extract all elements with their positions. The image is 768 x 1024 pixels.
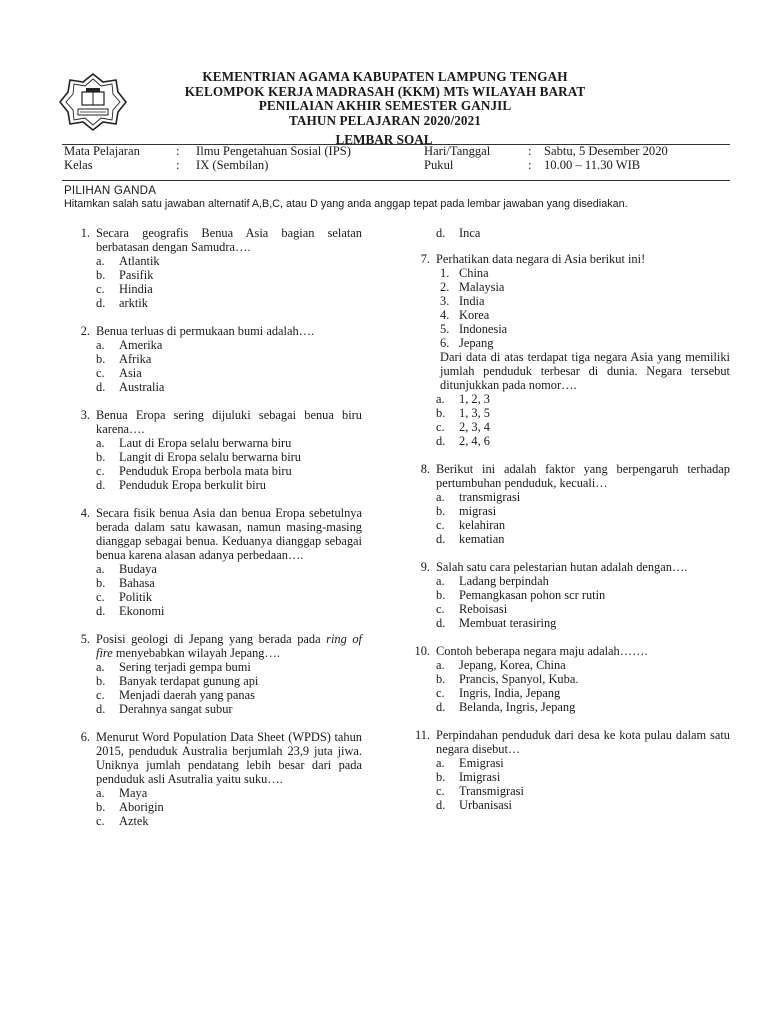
option-b[interactable] bbox=[96, 268, 362, 282]
option-text: Amerika bbox=[119, 338, 163, 352]
option-d[interactable] bbox=[436, 798, 730, 812]
option-text: Jepang, Korea, China bbox=[459, 658, 566, 672]
option-c[interactable] bbox=[436, 784, 730, 798]
option-letter: a. bbox=[436, 658, 445, 672]
question-6-continued bbox=[412, 226, 730, 240]
list-item bbox=[440, 322, 730, 336]
document-header bbox=[140, 70, 630, 128]
ministry-logo-icon bbox=[58, 72, 128, 132]
option-letter: c. bbox=[436, 518, 445, 532]
option-text: Laut di Eropa selalu berwarna biru bbox=[119, 436, 292, 450]
option-a[interactable] bbox=[96, 562, 362, 576]
option-letter: c. bbox=[96, 590, 105, 604]
option-letter: d. bbox=[96, 702, 106, 716]
option-text: Ekonomi bbox=[119, 604, 165, 618]
option-letter: d. bbox=[96, 604, 106, 618]
option-text: Prancis, Spanyol, Kuba. bbox=[459, 672, 579, 686]
option-letter: b. bbox=[96, 268, 106, 282]
question-1 bbox=[72, 226, 362, 310]
option-letter: d. bbox=[436, 700, 446, 714]
page-title: LEMBAR SOAL bbox=[335, 132, 433, 147]
subject-colon: : bbox=[176, 144, 180, 158]
class-colon: : bbox=[176, 158, 180, 172]
option-text: arktik bbox=[119, 296, 148, 310]
section-title: PILIHAN GANDA bbox=[64, 184, 157, 197]
list-number: 4. bbox=[440, 308, 450, 322]
list-number: 3. bbox=[440, 294, 450, 308]
option-a[interactable] bbox=[436, 756, 730, 770]
question-number: 6. bbox=[80, 730, 90, 744]
option-text: Sering terjadi gempa bumi bbox=[119, 660, 251, 674]
question-text: Salah satu cara pelestarian hutan adalah dengan…. bbox=[436, 560, 688, 574]
option-letter: c. bbox=[96, 464, 105, 478]
option-letter: c. bbox=[436, 784, 445, 798]
option-d[interactable] bbox=[96, 604, 362, 618]
question-number: 9. bbox=[420, 560, 430, 574]
question-text: Secara fisik benua Asia dan benua Eropa sebetulnya berada dalam satu kawasan, namun masing-masing dianggap sebagai benua. Keduanya dianggap sebagai benua karena alasan adanya perbedaan…. bbox=[96, 506, 362, 562]
option-letter: b. bbox=[96, 352, 106, 366]
option-text: Pemangkasan pohon scr rutin bbox=[459, 588, 606, 602]
option-text: Hindia bbox=[119, 282, 153, 296]
question-text: Perpindahan penduduk dari desa ke kota pulau dalam satu negara disebut… bbox=[436, 728, 730, 756]
subject-label: Mata Pelajaran bbox=[64, 144, 140, 158]
option-c[interactable] bbox=[96, 464, 362, 478]
header-line-year: TAHUN PELAJARAN 2020/2021 bbox=[288, 112, 481, 128]
option-letter: b. bbox=[436, 672, 446, 686]
option-text: Maya bbox=[119, 786, 148, 800]
option-c[interactable] bbox=[436, 602, 730, 616]
option-b[interactable] bbox=[436, 504, 730, 518]
question-text: Perhatikan data negara di Asia berikut ini! bbox=[436, 252, 646, 266]
option-letter: d. bbox=[96, 296, 106, 310]
option-letter: a. bbox=[96, 436, 105, 450]
option-text: Membuat terasiring bbox=[459, 616, 557, 630]
option-text: Menjadi daerah yang panas bbox=[119, 688, 255, 702]
option-text: kelahiran bbox=[459, 518, 506, 532]
option-text: Ingris, India, Jepang bbox=[459, 686, 561, 700]
option-b[interactable] bbox=[436, 770, 730, 784]
option-text: Langit di Eropa selalu berwarna biru bbox=[119, 450, 302, 464]
option-letter: a. bbox=[436, 490, 445, 504]
day-colon: : bbox=[528, 144, 532, 158]
option-text: Inca bbox=[459, 226, 481, 240]
question-number: 4. bbox=[80, 506, 90, 520]
question-text: Secara geografis Benua Asia bagian selatan berbatasan dengan Samudra…. bbox=[96, 226, 362, 254]
time-colon: : bbox=[528, 158, 532, 172]
list-text: Indonesia bbox=[459, 322, 508, 336]
list-text: India bbox=[459, 294, 485, 308]
option-letter: c. bbox=[436, 420, 445, 434]
option-letter: c. bbox=[96, 814, 105, 828]
option-c[interactable] bbox=[96, 366, 362, 380]
list-item bbox=[440, 336, 730, 350]
option-b[interactable] bbox=[96, 450, 362, 464]
option-letter: a. bbox=[96, 562, 105, 576]
question-number: 7. bbox=[420, 252, 430, 266]
question-3 bbox=[72, 408, 362, 492]
option-letter: b. bbox=[436, 588, 446, 602]
option-text: 1, 2, 3 bbox=[459, 392, 490, 406]
option-d[interactable] bbox=[436, 434, 730, 448]
option-letter: b. bbox=[96, 576, 106, 590]
list-item bbox=[440, 308, 730, 322]
question-paragraph: Dari data di atas terdapat tiga negara Asia yang memiliki jumlah penduduk terbesar di dunia. Negara tersebut ditunjukkan pada nomor…. bbox=[440, 350, 730, 392]
option-letter: a. bbox=[436, 756, 445, 770]
option-text: Asia bbox=[119, 366, 142, 380]
option-letter: c. bbox=[436, 602, 445, 616]
question-text: Benua Eropa sering dijuluki sebagai benua biru karena…. bbox=[96, 408, 362, 436]
option-text: Reboisasi bbox=[459, 602, 508, 616]
option-c[interactable] bbox=[96, 814, 362, 828]
option-letter: d. bbox=[436, 226, 446, 240]
option-letter: d. bbox=[436, 532, 446, 546]
option-text: Ladang berpindah bbox=[459, 574, 549, 588]
question-6 bbox=[72, 730, 362, 828]
option-text: Bahasa bbox=[119, 576, 155, 590]
day-label: Hari/Tanggal bbox=[424, 144, 491, 158]
list-text: China bbox=[459, 266, 489, 280]
option-text: Budaya bbox=[119, 562, 157, 576]
header-line-exam: PENILAIAN AKHIR SEMESTER GANJIL bbox=[258, 98, 512, 114]
option-b[interactable] bbox=[436, 588, 730, 602]
option-text: Belanda, Ingris, Jepang bbox=[459, 700, 576, 714]
option-text: Banyak terdapat gunung api bbox=[119, 674, 259, 688]
option-a[interactable] bbox=[96, 254, 362, 268]
option-c[interactable] bbox=[436, 420, 730, 434]
option-text: Politik bbox=[119, 590, 153, 604]
option-text: Emigrasi bbox=[459, 756, 504, 770]
option-a[interactable] bbox=[96, 660, 362, 674]
option-text: Penduduk Eropa berkulit biru bbox=[119, 478, 266, 492]
option-d[interactable] bbox=[96, 296, 362, 310]
option-text: Derahnya sangat subur bbox=[119, 702, 233, 716]
list-number: 2. bbox=[440, 280, 450, 294]
option-text: Transmigrasi bbox=[459, 784, 524, 798]
question-text: Contoh beberapa negara maju adalah……. bbox=[436, 644, 648, 658]
option-letter: b. bbox=[96, 450, 106, 464]
time-value: 10.00 – 11.30 WIB bbox=[544, 158, 641, 172]
question-2 bbox=[72, 324, 362, 394]
option-letter: c. bbox=[96, 282, 105, 296]
option-letter: c. bbox=[436, 686, 445, 700]
list-text: Jepang bbox=[459, 336, 494, 350]
class-label: Kelas bbox=[64, 158, 93, 172]
option-b[interactable] bbox=[96, 352, 362, 366]
option-letter: c. bbox=[96, 366, 105, 380]
class-value: IX (Sembilan) bbox=[196, 158, 269, 172]
day-value: Sabtu, 5 Desember 2020 bbox=[544, 144, 668, 158]
option-a[interactable] bbox=[96, 436, 362, 450]
option-text: Pasifik bbox=[119, 268, 154, 282]
section-instruction: Hitamkan salah satu jawaban alternatif A,B,C, atau D yang anda anggap tepat pada lembar jawaban yang disediakan. bbox=[64, 198, 628, 210]
option-d[interactable] bbox=[436, 532, 730, 546]
list-text: Korea bbox=[459, 308, 490, 322]
option-b[interactable] bbox=[436, 406, 730, 420]
option-letter: b. bbox=[96, 674, 106, 688]
question-4 bbox=[72, 506, 362, 618]
question-text-part: Posisi geologi di Jepang yang berada pada bbox=[96, 632, 321, 646]
question-text bbox=[96, 632, 362, 660]
option-d[interactable] bbox=[96, 702, 362, 716]
header-line-kkm: KELOMPOK KERJA MADRASAH (KKM) MTs WILAYAH BARAT bbox=[184, 83, 586, 99]
option-text: Urbanisasi bbox=[459, 798, 512, 812]
question-9 bbox=[412, 560, 730, 630]
question-number: 10. bbox=[414, 644, 430, 658]
option-text: migrasi bbox=[459, 504, 497, 518]
option-text: Afrika bbox=[119, 352, 152, 366]
option-letter: a. bbox=[96, 660, 105, 674]
list-item bbox=[440, 280, 730, 294]
option-c[interactable] bbox=[96, 688, 362, 702]
option-letter: d. bbox=[436, 434, 446, 448]
option-b[interactable] bbox=[436, 672, 730, 686]
question-11 bbox=[412, 728, 730, 812]
option-a[interactable] bbox=[436, 392, 730, 406]
questions-right-column bbox=[412, 226, 730, 826]
option-text: Australia bbox=[119, 380, 165, 394]
option-letter: a. bbox=[96, 338, 105, 352]
option-text: Imigrasi bbox=[459, 770, 501, 784]
option-letter: b. bbox=[96, 800, 106, 814]
option-text: kematian bbox=[459, 532, 505, 546]
option-text: Aztek bbox=[119, 814, 149, 828]
list-number: 6. bbox=[440, 336, 450, 350]
option-a[interactable] bbox=[436, 574, 730, 588]
option-letter: d. bbox=[96, 380, 106, 394]
subject-value: Ilmu Pengetahuan Sosial (IPS) bbox=[196, 144, 351, 158]
questions-left-column bbox=[72, 226, 362, 842]
question-number: 11. bbox=[414, 728, 430, 742]
option-c[interactable] bbox=[96, 590, 362, 604]
option-letter: a. bbox=[436, 392, 445, 406]
option-text: Atlantik bbox=[119, 254, 160, 268]
question-number: 2. bbox=[80, 324, 90, 338]
option-text: Penduduk Eropa berbola mata biru bbox=[119, 464, 292, 478]
option-c[interactable] bbox=[436, 518, 730, 532]
list-number: 5. bbox=[440, 322, 450, 336]
option-a[interactable] bbox=[436, 490, 730, 504]
option-b[interactable] bbox=[96, 800, 362, 814]
option-d[interactable] bbox=[96, 380, 362, 394]
question-number: 5. bbox=[80, 632, 90, 646]
option-d[interactable] bbox=[436, 700, 730, 714]
option-c[interactable] bbox=[436, 686, 730, 700]
option-letter: b. bbox=[436, 406, 446, 420]
question-text-part: menyebabkan wilayah Jepang…. bbox=[115, 646, 280, 660]
question-7 bbox=[412, 252, 730, 448]
question-text: Benua terluas di permukaan bumi adalah…. bbox=[96, 324, 315, 338]
question-text: Menurut Word Population Data Sheet (WPDS) tahun 2015, penduduk Australia berjumlah 23,9 juta jiwa. Uniknya jumlah pendatang lebih besar dari pada penduduk asli Asutralia yaitu suku…. bbox=[96, 730, 362, 786]
header-line-ministry: KEMENTRIAN AGAMA KABUPATEN LAMPUNG TENGAH bbox=[202, 69, 568, 84]
question-8 bbox=[412, 462, 730, 546]
time-label: Pukul bbox=[424, 158, 454, 172]
option-a[interactable] bbox=[436, 658, 730, 672]
list-item bbox=[440, 266, 730, 280]
option-text: 2, 3, 4 bbox=[459, 420, 490, 434]
option-letter: a. bbox=[436, 574, 445, 588]
option-letter: d. bbox=[436, 616, 446, 630]
meta-divider bbox=[62, 180, 730, 181]
option-letter: b. bbox=[436, 770, 446, 784]
question-text: Berikut ini adalah faktor yang berpengaruh terhadap pertumbuhan penduduk, kecuali… bbox=[436, 462, 730, 490]
option-letter: d. bbox=[436, 798, 446, 812]
list-number: 1. bbox=[440, 266, 450, 280]
option-letter: a. bbox=[96, 786, 105, 800]
question-number: 1. bbox=[80, 226, 90, 240]
list-item bbox=[440, 294, 730, 308]
option-d[interactable] bbox=[436, 616, 730, 630]
option-letter: b. bbox=[436, 504, 446, 518]
list-text: Malaysia bbox=[459, 280, 505, 294]
option-b[interactable] bbox=[96, 674, 362, 688]
option-text: 2, 4, 6 bbox=[459, 434, 490, 448]
question-5 bbox=[72, 632, 362, 716]
option-letter: a. bbox=[96, 254, 105, 268]
question-number: 8. bbox=[420, 462, 430, 476]
option-d[interactable] bbox=[436, 226, 730, 240]
option-a[interactable] bbox=[96, 338, 362, 352]
option-b[interactable] bbox=[96, 576, 362, 590]
option-text: Aborigin bbox=[119, 800, 164, 814]
question-text-italic: ring of fire bbox=[96, 632, 362, 660]
option-c[interactable] bbox=[96, 282, 362, 296]
option-a[interactable] bbox=[96, 786, 362, 800]
question-number: 3. bbox=[80, 408, 90, 422]
option-letter: d. bbox=[96, 478, 106, 492]
question-10 bbox=[412, 644, 730, 714]
option-d[interactable] bbox=[96, 478, 362, 492]
option-text: transmigrasi bbox=[459, 490, 521, 504]
option-text: 1, 3, 5 bbox=[459, 406, 490, 420]
option-letter: c. bbox=[96, 688, 105, 702]
